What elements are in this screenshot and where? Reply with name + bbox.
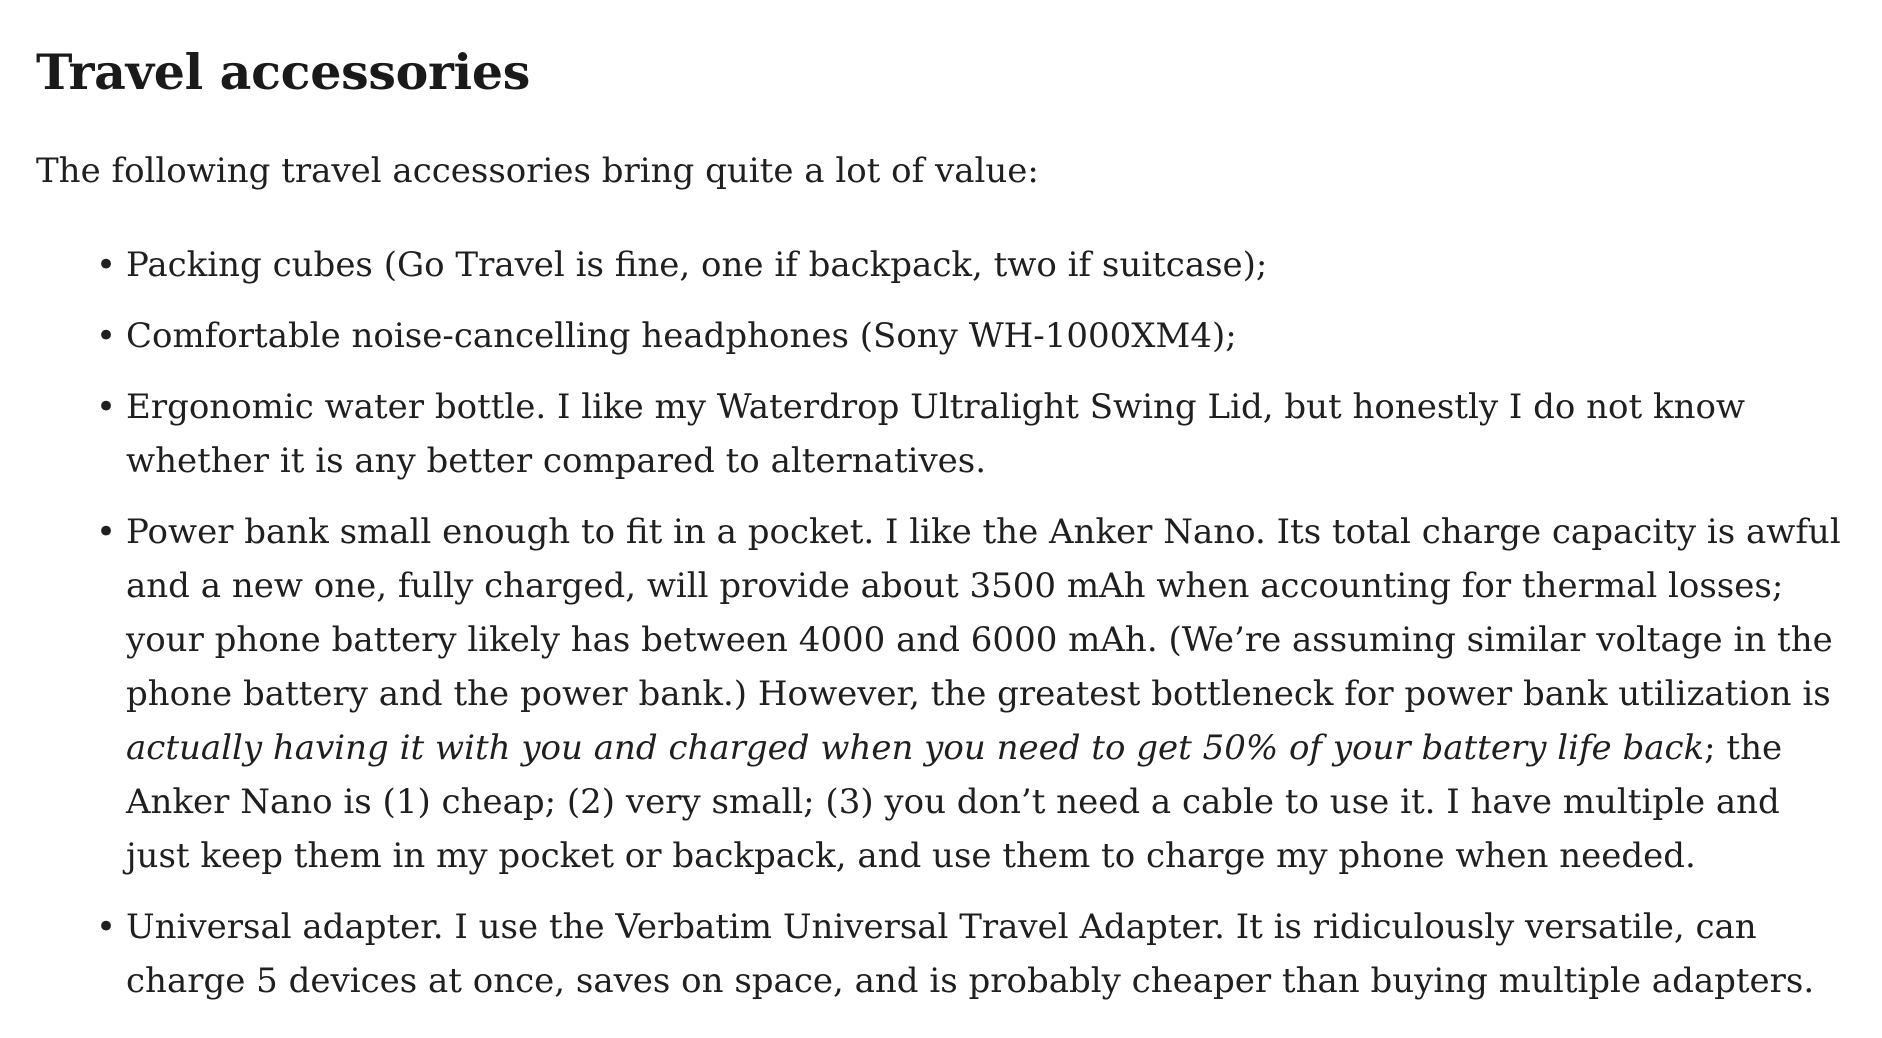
list-item-text: Universal adapter. I use the Verbatim Universal Travel Adapter. It is ridiculously versatile, can charge 5 devices at once, saves on space, and is probably cheaper than buying multiple adapters. xyxy=(126,907,1815,1001)
list-item-text-after: ; the Anker Nano is (1) cheap; (2) very small; (3) you don’t need a cable to use it. I have multiple and just keep them in my pocket or backpack, and use them to charge my phone when needed. xyxy=(126,728,1783,876)
list-item-water-bottle xyxy=(96,380,1842,488)
list-item-headphones xyxy=(96,309,1842,363)
bullet-icon: • xyxy=(96,316,117,356)
intro-paragraph: The following travel accessories bring quite a lot of value: xyxy=(36,151,1039,191)
list-item-power-bank xyxy=(96,505,1842,883)
list-item-text: Ergonomic water bottle. I like my Waterdrop Ultralight Swing Lid, but honestly I do not know whether it is any better compared to alternatives. xyxy=(126,387,1746,481)
bullet-icon: • xyxy=(96,512,117,552)
list-item-text: Comfortable noise-cancelling headphones (Sony WH-1000XM4); xyxy=(126,316,1237,356)
list-item-emphasis: actually having it with you and charged when you need to get 50% of your battery life back xyxy=(126,728,1705,768)
list-item-text: Packing cubes (Go Travel is fine, one if backpack, two if suitcase); xyxy=(126,245,1268,285)
list-item-universal-adapter xyxy=(96,900,1842,1008)
list-item-packing-cubes xyxy=(96,238,1842,292)
section-heading: Travel accessories xyxy=(36,43,531,101)
bullet-icon: • xyxy=(96,907,117,947)
bullet-icon: • xyxy=(96,387,117,427)
list-item-text-before: Power bank small enough to fit in a pocket. I like the Anker Nano. Its total charge capacity is awful and a new one, fully charged, will provide about 3500 mAh when accounting for thermal losses; your phone battery likely has between 4000 and 6000 mAh. (We’re assuming similar voltage in the phone battery and the power bank.) However, the greatest bottleneck for power bank utilization is xyxy=(126,512,1841,714)
accessories-list xyxy=(36,238,1842,1008)
bullet-icon: • xyxy=(96,245,117,285)
